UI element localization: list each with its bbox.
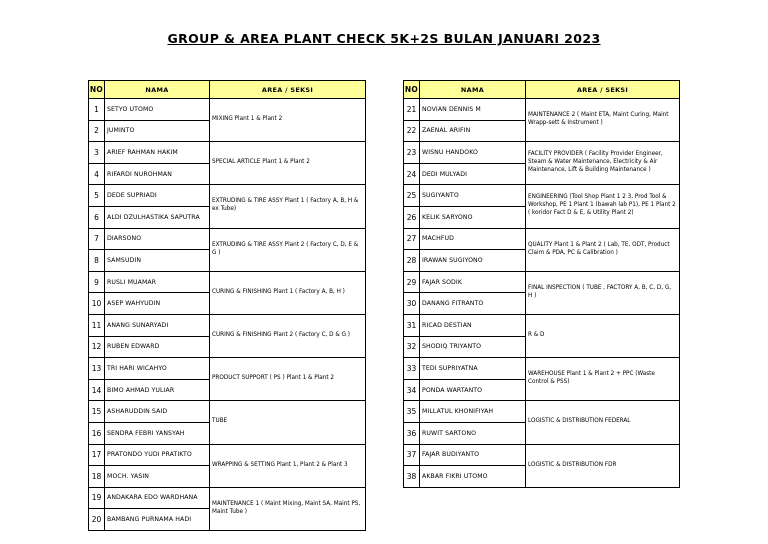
person-name: NOVIAN DENNIS M bbox=[420, 99, 526, 121]
person-name: IRAWAN SUGIYONO bbox=[420, 250, 526, 272]
row-number: 10 bbox=[89, 293, 105, 315]
area-section: MIXING Plant 1 & Plant 2 bbox=[210, 99, 366, 142]
person-name: ALDI DZULHASTIKA SAPUTRA bbox=[105, 206, 210, 228]
person-name: RICAD DESTIAN bbox=[420, 314, 526, 336]
row-number: 2 bbox=[89, 120, 105, 142]
row-number: 24 bbox=[404, 163, 420, 185]
table-row bbox=[89, 314, 366, 336]
table-row bbox=[404, 99, 680, 121]
row-number: 34 bbox=[404, 379, 420, 401]
area-section: MAINTENANCE 1 ( Maint Mixing, Maint SA, Maint PS, Maint Tube ) bbox=[210, 487, 366, 530]
right-header-row bbox=[404, 81, 680, 99]
person-name: SHODIQ TRIYANTO bbox=[420, 336, 526, 358]
row-number: 38 bbox=[404, 466, 420, 488]
table-row bbox=[404, 358, 680, 380]
area-section: CURING & FINISHING Plant 1 ( Factory A, B, H ) bbox=[210, 271, 366, 314]
table-row bbox=[89, 271, 366, 293]
row-number: 28 bbox=[404, 250, 420, 272]
row-number: 29 bbox=[404, 271, 420, 293]
row-number: 7 bbox=[89, 228, 105, 250]
row-number: 22 bbox=[404, 120, 420, 142]
row-number: 8 bbox=[89, 250, 105, 272]
person-name: PRATONDO YUDI PRATIKTO bbox=[105, 444, 210, 466]
person-name: DEDI MULYADI bbox=[420, 163, 526, 185]
person-name: TRI HARI WICAHYO bbox=[105, 358, 210, 380]
table-row bbox=[404, 401, 680, 423]
row-number: 14 bbox=[89, 379, 105, 401]
person-name: BIMO AHMAD YULIAR bbox=[105, 379, 210, 401]
area-section: FACILITY PROVIDER ( Facility Provider Engineer, Steam & Water Maintenance, Electricity & Air Maintenance, Lift & Building Maintenance ) bbox=[526, 142, 680, 185]
row-number: 12 bbox=[89, 336, 105, 358]
row-number: 19 bbox=[89, 487, 105, 509]
right-table bbox=[403, 66, 680, 488]
header-nama: NAMA bbox=[420, 81, 526, 99]
person-name: JUMINTO bbox=[105, 120, 210, 142]
person-name: SAMSUDIN bbox=[105, 250, 210, 272]
row-number: 18 bbox=[89, 466, 105, 488]
area-section: QUALITY Plant 1 & Plant 2 ( Lab, TE, ODT, Product Claim & PDA, PC & Calibration ) bbox=[526, 228, 680, 271]
row-number: 15 bbox=[89, 401, 105, 423]
table-row bbox=[89, 401, 366, 423]
table-row bbox=[89, 99, 366, 121]
area-section: PRODUCT SUPPORT ( PS ) Plant 1 & Plant 2 bbox=[210, 358, 366, 401]
person-name: RUWIT SARTONO bbox=[420, 422, 526, 444]
area-section: R & D bbox=[526, 314, 680, 357]
row-number: 26 bbox=[404, 206, 420, 228]
table-row bbox=[89, 358, 366, 380]
row-number: 37 bbox=[404, 444, 420, 466]
person-name: DIARSONO bbox=[105, 228, 210, 250]
row-number: 35 bbox=[404, 401, 420, 423]
person-name: FAJAR SODIK bbox=[420, 271, 526, 293]
row-number: 27 bbox=[404, 228, 420, 250]
area-section: MAINTENANCE 2 ( Maint ETA, Maint Curing, Maint Wrapp-sett & Instrument ) bbox=[526, 99, 680, 142]
left-header-row bbox=[89, 81, 366, 99]
row-number: 17 bbox=[89, 444, 105, 466]
area-section: LOGISTIC & DISTRIBUTION FEDERAL bbox=[526, 401, 680, 444]
person-name: ZAENAL ARIFIN bbox=[420, 120, 526, 142]
area-section: ENGINEERING (Tool Shop Plant 1 2 3, Prod Tool & Workshop, PE 1 Plant 1 (bawah lab P1), PE 1 Plant 2 ( koridor Fact D & E, & Utility Plant 2) bbox=[526, 185, 680, 228]
table-row bbox=[89, 444, 366, 466]
row-number: 32 bbox=[404, 336, 420, 358]
person-name: FAJAR BUDIYANTO bbox=[420, 444, 526, 466]
row-number: 11 bbox=[89, 314, 105, 336]
person-name: DEDE SUPRIADI bbox=[105, 185, 210, 207]
person-name: SETYO UTOMO bbox=[105, 99, 210, 121]
table-row bbox=[404, 142, 680, 164]
row-number: 4 bbox=[89, 163, 105, 185]
row-number: 31 bbox=[404, 314, 420, 336]
person-name: ANDAKARA EDO WARDHANA bbox=[105, 487, 210, 509]
header-no: NO bbox=[89, 81, 105, 99]
table-row bbox=[404, 444, 680, 466]
row-number: 13 bbox=[89, 358, 105, 380]
row-number: 21 bbox=[404, 99, 420, 121]
person-name: ASEP WAHYUDIN bbox=[105, 293, 210, 315]
person-name: MILLATUL KHONIFIYAH bbox=[420, 401, 526, 423]
row-number: 33 bbox=[404, 358, 420, 380]
person-name: WISNU HANDOKO bbox=[420, 142, 526, 164]
row-number: 6 bbox=[89, 206, 105, 228]
row-number: 23 bbox=[404, 142, 420, 164]
person-name: KELIK SARYONO bbox=[420, 206, 526, 228]
area-section: EXTRUDING & TIRE ASSY Plant 1 ( Factory A, B, H & ex Tube) bbox=[210, 185, 366, 228]
person-name: SENDRA FEBRI YANSYAH bbox=[105, 422, 210, 444]
header-area: AREA / SEKSI bbox=[526, 81, 680, 99]
left-table bbox=[88, 66, 366, 531]
area-section: CURING & FINISHING Plant 2 ( Factory C, D & G ) bbox=[210, 314, 366, 357]
table-row bbox=[89, 487, 366, 509]
row-number: 16 bbox=[89, 422, 105, 444]
person-name: ASHARUDDIN SAID bbox=[105, 401, 210, 423]
row-number: 25 bbox=[404, 185, 420, 207]
table-row bbox=[404, 271, 680, 293]
table-row bbox=[404, 228, 680, 250]
table-row bbox=[404, 185, 680, 207]
person-name: AKBAR FIKRI UTOMO bbox=[420, 466, 526, 488]
person-name: DANANG FITRANTO bbox=[420, 293, 526, 315]
area-section: WAREHOUSE Plant 1 & Plant 2 + PPC (Waste Control & PSS) bbox=[526, 358, 680, 401]
area-section: TUBE bbox=[210, 401, 366, 444]
area-section: SPECIAL ARTICLE Plant 1 & Plant 2 bbox=[210, 142, 366, 185]
right-table-body bbox=[404, 99, 680, 488]
row-number: 20 bbox=[89, 509, 105, 531]
person-name: ARIEF RAHMAN HAKIM bbox=[105, 142, 210, 164]
person-name: RUBEN EDWARD bbox=[105, 336, 210, 358]
person-name: RUSLI MUAMAR bbox=[105, 271, 210, 293]
header-nama: NAMA bbox=[105, 81, 210, 99]
table-row bbox=[89, 185, 366, 207]
page-title: GROUP & AREA PLANT CHECK 5K+2S BULAN JANUARI 2023 bbox=[167, 31, 601, 46]
row-number: 5 bbox=[89, 185, 105, 207]
area-section: EXTRUDING & TIRE ASSY Plant 2 ( Factory C, D, E & G ) bbox=[210, 228, 366, 271]
row-number: 1 bbox=[89, 99, 105, 121]
row-number: 3 bbox=[89, 142, 105, 164]
person-name: ANANG SUNARYADI bbox=[105, 314, 210, 336]
person-name: SUGIYANTO bbox=[420, 185, 526, 207]
left-table-body bbox=[89, 99, 366, 531]
header-area: AREA / SEKSI bbox=[210, 81, 366, 99]
area-section: LOGISTIC & DISTRIBUTION FDR bbox=[526, 444, 680, 487]
area-section: FINAL INSPECTION ( TUBE , FACTORY A, B, C, D, G, H ) bbox=[526, 271, 680, 314]
table-row bbox=[89, 142, 366, 164]
person-name: PONDA WARTANTO bbox=[420, 379, 526, 401]
person-name: MACHFUD bbox=[420, 228, 526, 250]
row-number: 36 bbox=[404, 422, 420, 444]
person-name: BAMBANG PURNAMA HADI bbox=[105, 509, 210, 531]
row-number: 9 bbox=[89, 271, 105, 293]
header-no: NO bbox=[404, 81, 420, 99]
table-row bbox=[404, 314, 680, 336]
person-name: RIFARDI NUROHMAN bbox=[105, 163, 210, 185]
row-number: 30 bbox=[404, 293, 420, 315]
table-row bbox=[89, 228, 366, 250]
area-section: WRAPPING & SETTING Plant 1, Plant 2 & Plant 3 bbox=[210, 444, 366, 487]
person-name: TEDI SUPRIYATNA bbox=[420, 358, 526, 380]
person-name: MOCH. YASIN bbox=[105, 466, 210, 488]
